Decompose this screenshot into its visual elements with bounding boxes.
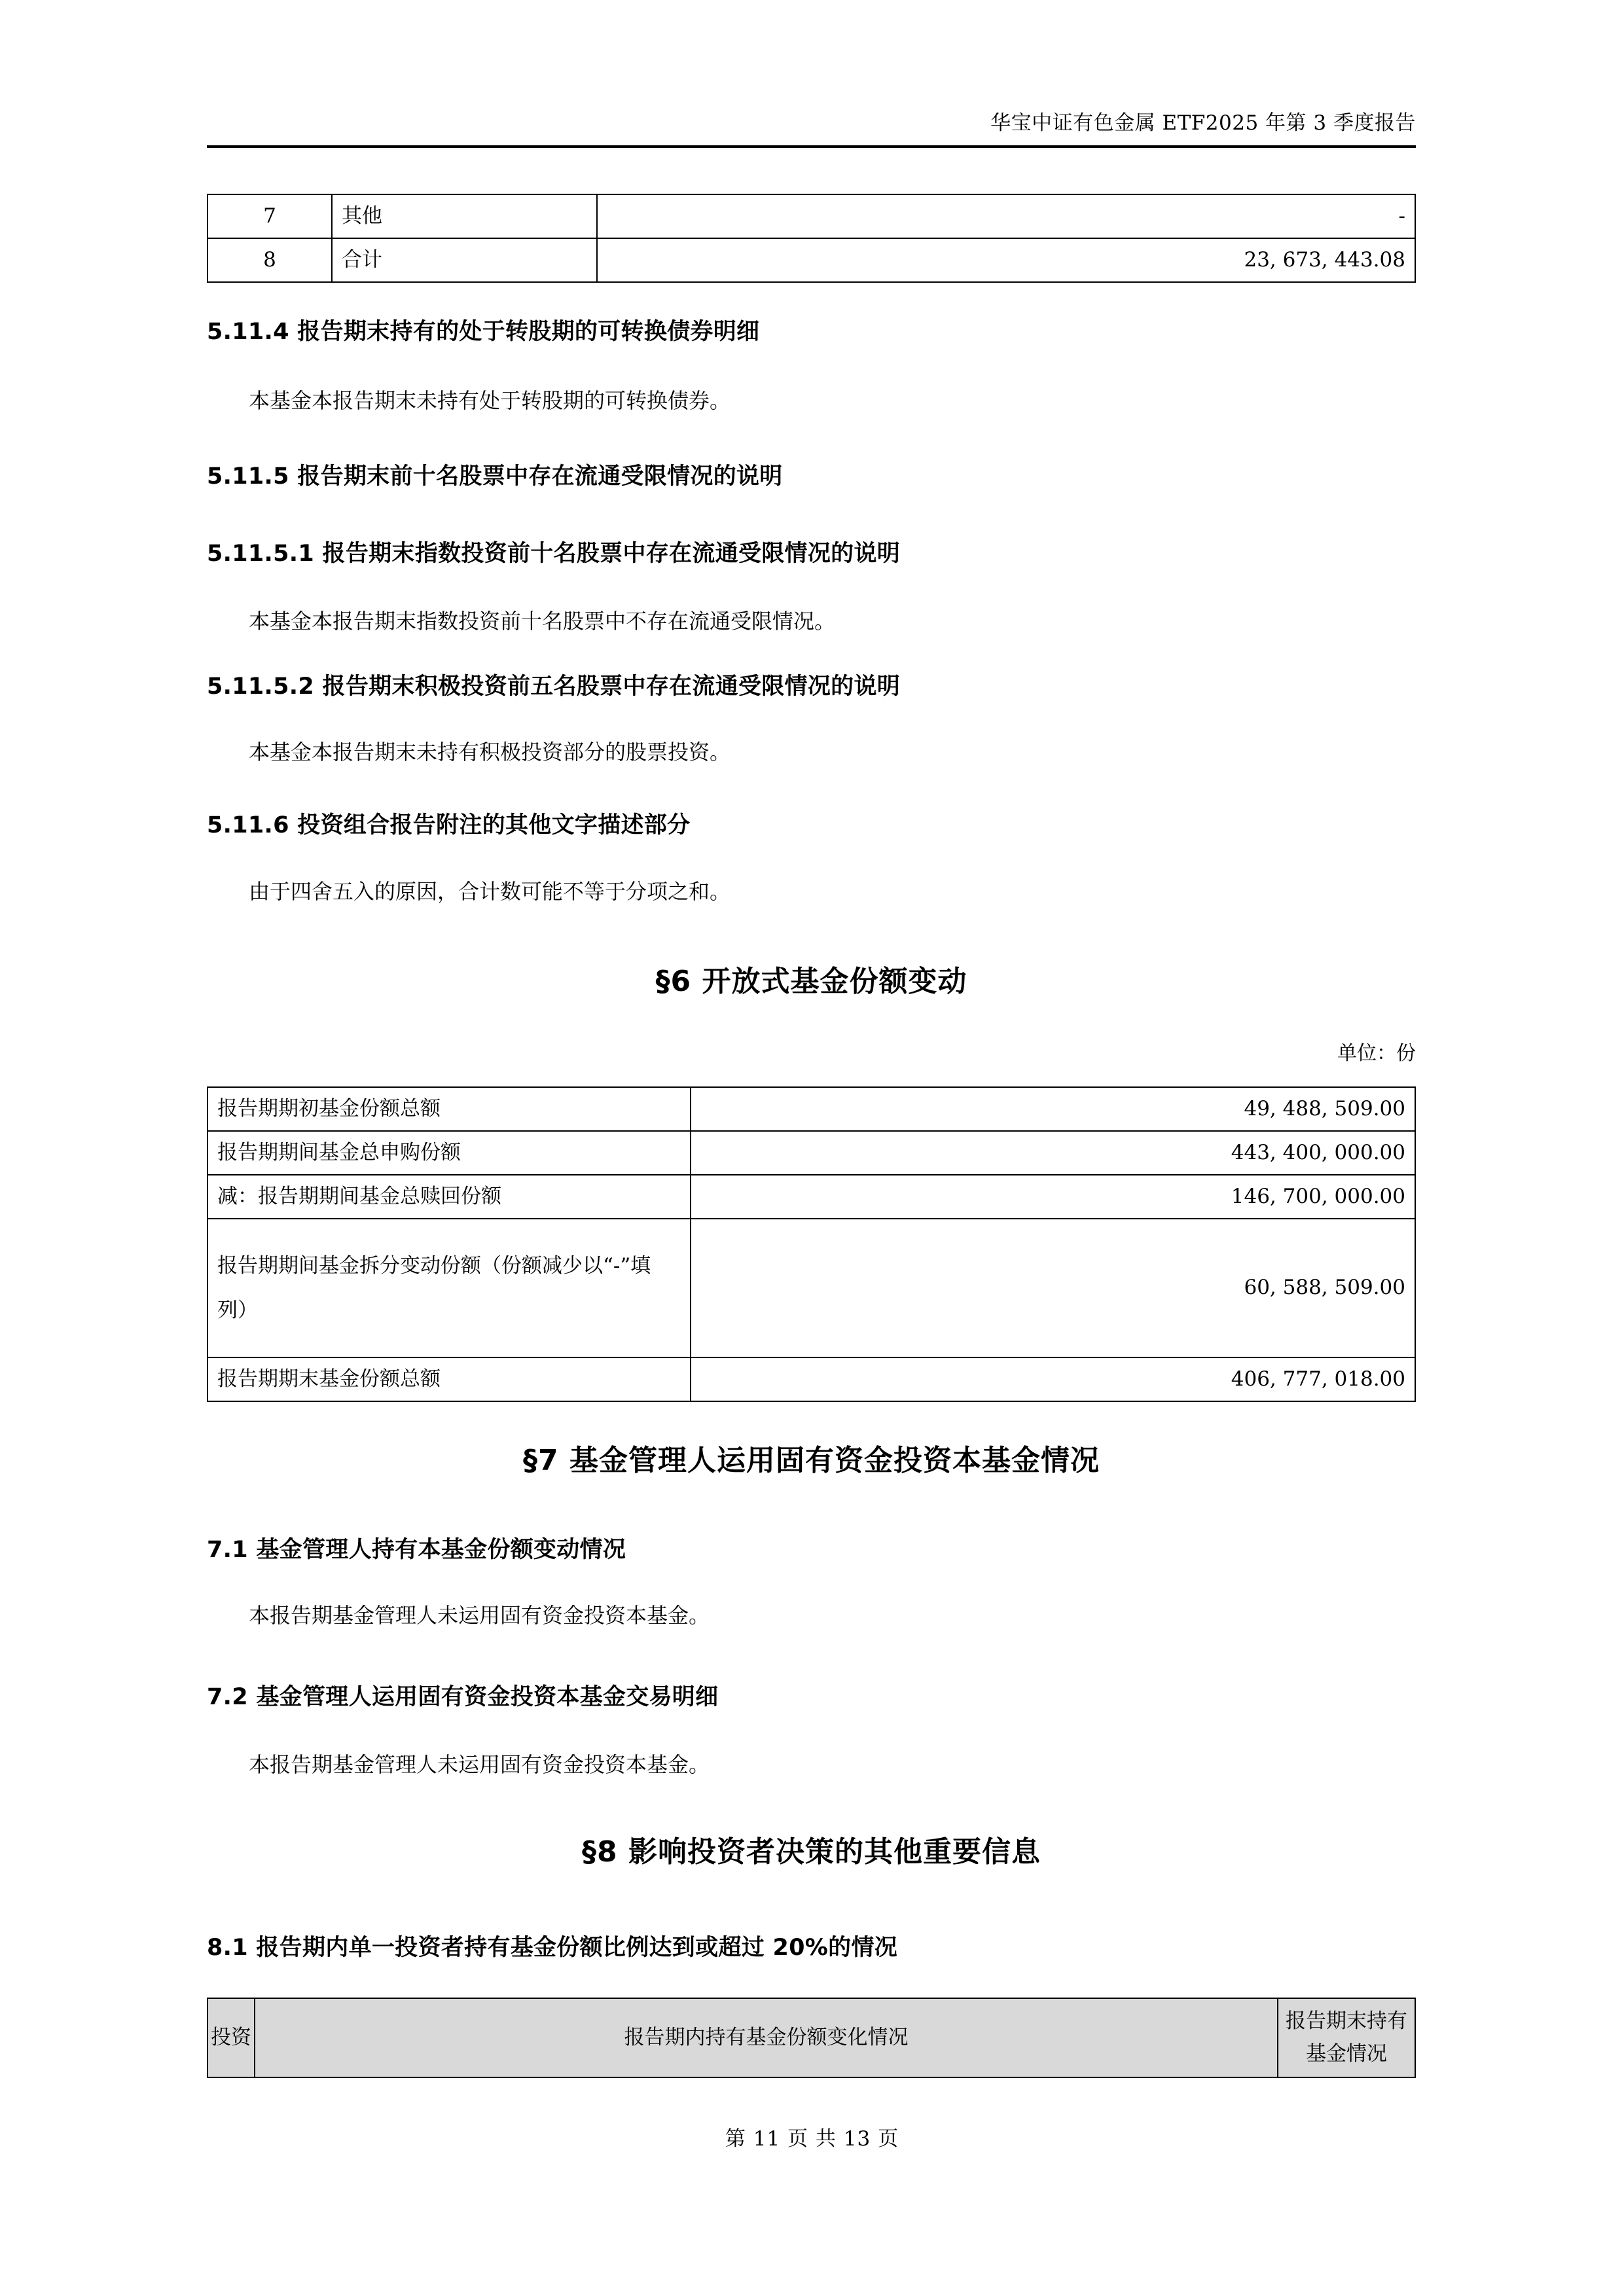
heading-7-2: 7.2 基金管理人运用固有资金投资本基金交易明细 [207,1684,719,1710]
row-index: 7 [208,194,332,238]
heading-section-8: §8 影响投资者决策的其他重要信息 [582,1835,1041,1869]
other-assets-table [207,194,1416,283]
row-label: 报告期期末基金份额总额 [208,1357,691,1401]
table-row [208,1087,1415,1131]
heading-5-11-5-2: 5.11.5.2 报告期末积极投资前五名股票中存在流通受限情况的说明 [207,673,901,700]
row-value: 60, 588, 509.00 [691,1219,1415,1357]
unit-note-section-6: 单位：份 [1337,1042,1416,1065]
column-header-investor: 投资 [208,1998,255,2077]
heading-8-1: 8.1 报告期内单一投资者持有基金份额比例达到或超过 20%的情况 [207,1935,898,1961]
row-amount: 23, 673, 443.08 [597,238,1415,282]
header-rule [207,145,1416,148]
row-label: 报告期期间基金总申购份额 [208,1131,691,1175]
body-7-2: 本报告期基金管理人未运用固有资金投资本基金。 [249,1752,710,1777]
fund-share-change-table-wrapper [207,1086,1416,1402]
table-row [208,1131,1415,1175]
row-value: 443, 400, 000.00 [691,1131,1415,1175]
body-5-11-6: 由于四舍五入的原因，合计数可能不等于分项之和。 [249,879,731,904]
row-value: 146, 700, 000.00 [691,1175,1415,1219]
body-5-11-5-2: 本基金本报告期末未持有积极投资部分的股票投资。 [249,740,731,764]
row-label: 减：报告期期间基金总赎回份额 [208,1175,691,1219]
single-investor-table-wrapper [207,1998,1416,2078]
heading-5-11-4: 5.11.4 报告期末持有的处于转股期的可转换债券明细 [207,319,760,345]
body-7-1: 本报告期基金管理人未运用固有资金投资本基金。 [249,1603,710,1628]
column-header-share-change: 报告期内持有基金份额变化情况 [255,1998,1278,2077]
table-row [208,238,1415,282]
heading-7-1: 7.1 基金管理人持有本基金份额变动情况 [207,1537,626,1563]
heading-5-11-5-1: 5.11.5.1 报告期末指数投资前十名股票中存在流通受限情况的说明 [207,541,901,567]
top-table-wrapper [207,194,1416,283]
single-investor-holding-table [207,1998,1416,2078]
table-row [208,1357,1415,1401]
body-5-11-5-1: 本基金本报告期末指数投资前十名股票中不存在流通受限情况。 [249,609,836,634]
table-row [208,194,1415,238]
row-index: 8 [208,238,332,282]
page-footer: 第 11 页 共 13 页 [725,2127,899,2151]
heading-5-11-6: 5.11.6 投资组合报告附注的其他文字描述部分 [207,812,691,838]
fund-share-change-table [207,1086,1416,1402]
row-amount: - [597,194,1415,238]
row-value: 406, 777, 018.00 [691,1357,1415,1401]
column-header-period-end: 报告期末持有基金情况 [1278,1998,1415,2077]
row-value: 49, 488, 509.00 [691,1087,1415,1131]
table-header-row [208,1998,1415,2077]
body-5-11-4: 本基金本报告期末未持有处于转股期的可转换债券。 [249,388,731,413]
row-label: 报告期期初基金份额总额 [208,1087,691,1131]
heading-5-11-5: 5.11.5 报告期末前十名股票中存在流通受限情况的说明 [207,463,783,490]
row-item: 其他 [332,194,597,238]
heading-section-6: §6 开放式基金份额变动 [655,965,967,998]
row-item: 合计 [332,238,597,282]
table-row [208,1219,1415,1357]
table-row [208,1175,1415,1219]
row-label: 报告期期间基金拆分变动份额（份额减少以“-”填列） [208,1219,691,1357]
heading-section-7: §7 基金管理人运用固有资金投资本基金情况 [523,1444,1100,1477]
running-header: 华宝中证有色金属 ETF2025 年第 3 季度报告 [990,111,1416,135]
